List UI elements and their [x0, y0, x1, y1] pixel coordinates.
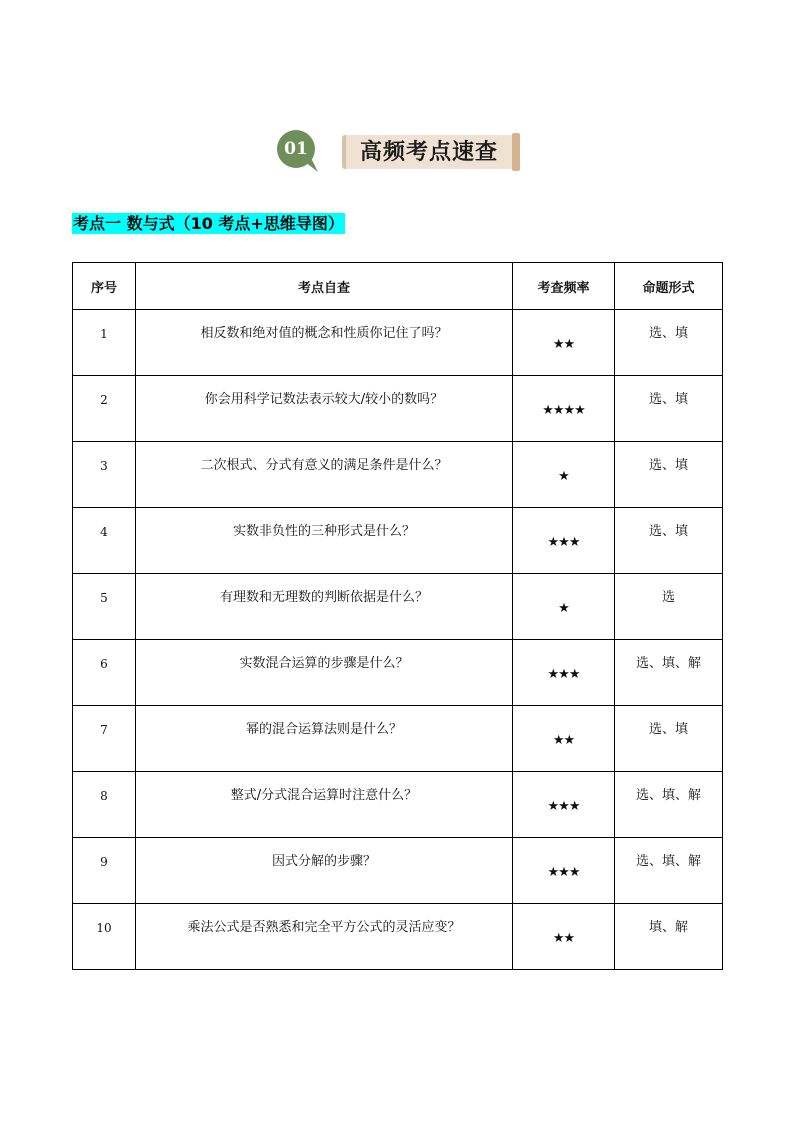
- section-heading-text: 考点一 数与式（10 考点+思维导图）: [73, 214, 344, 233]
- row-question: 二次根式、分式有意义的满足条件是什么？: [200, 458, 448, 473]
- header-form: 命题形式: [615, 263, 723, 310]
- header-num: 序号: [73, 263, 136, 310]
- row-form-cell: [615, 706, 723, 772]
- row-num-cell: [73, 904, 136, 970]
- row-form-cell: [615, 574, 723, 640]
- row-frequency-stars: ★★★: [547, 799, 580, 814]
- table-row: [73, 904, 723, 970]
- row-form-cell: [615, 904, 723, 970]
- row-question: 你会用科学记数法表示较大/较小的数吗？: [204, 392, 444, 407]
- row-form-cell: [615, 838, 723, 904]
- row-question-cell: [136, 706, 513, 772]
- row-form: 选、填、解: [635, 788, 701, 803]
- row-form-cell: [615, 772, 723, 838]
- row-form: 选、填: [648, 722, 688, 737]
- row-question-cell: [136, 508, 513, 574]
- row-num: 4: [100, 525, 108, 539]
- row-question-cell: [136, 838, 513, 904]
- row-frequency-cell: [513, 508, 615, 574]
- row-num: 3: [100, 459, 108, 473]
- row-question-cell: [136, 574, 513, 640]
- table-row: [73, 772, 723, 838]
- banner-number: 01: [284, 139, 308, 159]
- title-plate: [342, 135, 514, 169]
- row-question-cell: [136, 376, 513, 442]
- table-row: [73, 706, 723, 772]
- row-question: 整式/分式混合运算时注意什么？: [230, 788, 418, 803]
- row-num-cell: [73, 640, 136, 706]
- row-num-cell: [73, 574, 136, 640]
- row-frequency-cell: [513, 838, 615, 904]
- table-row: [73, 376, 723, 442]
- row-question-cell: [136, 904, 513, 970]
- row-frequency-stars: ★★: [552, 931, 575, 946]
- row-question-cell: [136, 442, 513, 508]
- banner-title: 高频考点速查: [359, 139, 498, 165]
- table-row: [73, 508, 723, 574]
- row-question: 有理数和无理数的判断依据是什么？: [219, 590, 428, 605]
- row-num-cell: [73, 376, 136, 442]
- row-num: 5: [100, 591, 108, 605]
- row-frequency-cell: [513, 574, 615, 640]
- row-question: 幂的混合运算法则是什么？: [245, 722, 402, 737]
- row-form: 选、填、解: [635, 854, 701, 869]
- table-row: [73, 574, 723, 640]
- table-row: [73, 640, 723, 706]
- table-header-row: [73, 263, 723, 310]
- row-question: 实数非负性的三种形式是什么？: [232, 524, 415, 539]
- row-frequency-stars: ★★★★: [542, 403, 585, 418]
- row-frequency-stars: ★★: [552, 733, 575, 748]
- row-question: 乘法公式是否熟悉和完全平方公式的灵活应变？: [187, 920, 461, 935]
- row-num: 1: [100, 327, 108, 341]
- row-num: 8: [100, 789, 108, 803]
- table-row: [73, 838, 723, 904]
- row-num-cell: [73, 706, 136, 772]
- row-frequency-stars: ★: [558, 601, 569, 616]
- row-form: 选、填: [648, 392, 688, 407]
- row-frequency-cell: [513, 442, 615, 508]
- section-heading: [72, 212, 345, 236]
- row-num: 10: [96, 921, 112, 935]
- row-form: 选、填、解: [635, 656, 701, 671]
- row-form-cell: [615, 640, 723, 706]
- row-form: 选、填: [648, 458, 688, 473]
- row-question: 实数混合运算的步骤是什么？: [239, 656, 409, 671]
- row-num: 6: [100, 657, 108, 671]
- row-frequency-cell: [513, 310, 615, 376]
- row-frequency-cell: [513, 904, 615, 970]
- row-frequency-cell: [513, 640, 615, 706]
- row-question-cell: [136, 772, 513, 838]
- row-form-cell: [615, 508, 723, 574]
- row-num: 2: [100, 393, 108, 407]
- row-num-cell: [73, 508, 136, 574]
- row-form: 填、解: [648, 920, 688, 935]
- row-frequency-stars: ★★★: [547, 865, 580, 880]
- row-form: 选、填: [648, 524, 688, 539]
- row-form-cell: [615, 310, 723, 376]
- row-question: 相反数和绝对值的概念和性质你记住了吗？: [200, 326, 448, 341]
- row-form: 选、填: [648, 326, 688, 341]
- row-num-cell: [73, 442, 136, 508]
- row-frequency-cell: [513, 376, 615, 442]
- table-row: [73, 442, 723, 508]
- row-num: 9: [100, 855, 108, 869]
- row-question-cell: [136, 640, 513, 706]
- row-num-cell: [73, 838, 136, 904]
- row-form: 选: [661, 590, 675, 605]
- row-form-cell: [615, 442, 723, 508]
- checklist-table: [72, 262, 723, 970]
- row-frequency-stars: ★★: [552, 337, 575, 352]
- row-num-cell: [73, 310, 136, 376]
- number-badge: [276, 128, 322, 174]
- header-frequency: 考查频率: [513, 263, 615, 310]
- row-frequency-cell: [513, 772, 615, 838]
- row-frequency-stars: ★★★: [547, 535, 580, 550]
- row-question: 因式分解的步骤？: [271, 854, 376, 869]
- row-num: 7: [100, 723, 108, 737]
- row-question-cell: [136, 310, 513, 376]
- row-num-cell: [73, 772, 136, 838]
- row-frequency-stars: ★: [558, 469, 569, 484]
- row-form-cell: [615, 376, 723, 442]
- section-banner: [276, 128, 522, 174]
- row-frequency-cell: [513, 706, 615, 772]
- header-question: 考点自查: [136, 263, 513, 310]
- row-frequency-stars: ★★★: [547, 667, 580, 682]
- table-row: [73, 310, 723, 376]
